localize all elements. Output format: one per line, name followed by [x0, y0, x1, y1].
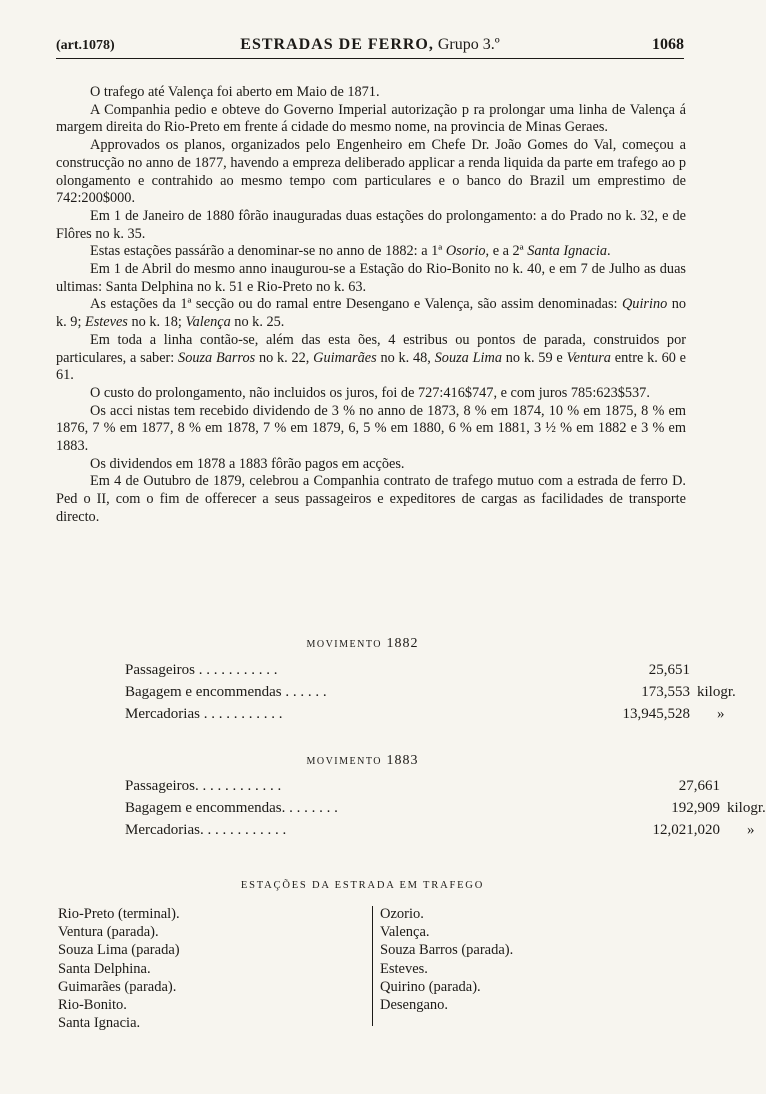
movement-row-value: 13,945,528	[622, 706, 690, 722]
movement-row-unit: »	[717, 706, 725, 722]
text-run: Em toda a linha contão-se, além das esta ões, 4 estribus ou pontos de parada, construidos por particulares, a saber:	[56, 331, 686, 366]
movement-1882-title	[0, 636, 725, 652]
running-title-group: Grupo 3.º	[437, 36, 500, 53]
station-name: Osorio	[445, 243, 486, 260]
station-item: Desengano.	[380, 997, 449, 1014]
movement-row-label: Passageiros. . . . . . . . . . . .	[125, 778, 282, 794]
movement-year: 1883	[386, 753, 419, 768]
movement-row-unit: kilogr.	[697, 684, 736, 700]
text-run: As estações da 1ª secção ou do ramal entre Desengano e Valença, são assim denominadas:	[90, 296, 622, 313]
movement-row	[125, 820, 755, 840]
station-name: Quirino	[621, 296, 668, 313]
article-reference: (art.1078)	[56, 38, 115, 53]
text-run: no k. 25.	[230, 314, 285, 331]
movement-row-label: Bagagem e encommendas . . . . . .	[125, 684, 327, 700]
station-item: Santa Delphina.	[58, 960, 151, 977]
movement-row	[125, 660, 690, 680]
movement-row-label: Mercadorias. . . . . . . . . . . .	[125, 822, 287, 838]
station-item: Souza Barros (parada).	[380, 942, 514, 959]
movement-row-value: 173,553	[641, 684, 690, 700]
station-item: Ozorio.	[380, 906, 424, 922]
movement-row-label: Bagagem e encommendas. . . . . . . .	[125, 800, 338, 816]
paragraph: Em 4 de Outubro de 1879, celebrou a Companhia contrato de trafego mutuo com a estrada de ferro D. Ped o II, com o fim de offerecer a seus passageiros e expeditores de cargas as facilidades de transporte directo.	[56, 473, 686, 525]
station-item: Guimarães (parada).	[58, 978, 177, 995]
station-name: Guimarães	[313, 349, 377, 366]
page-number: 1068	[652, 36, 684, 53]
paragraph: O trafego até Valença foi aberto em Maio de 1871.	[90, 84, 380, 100]
movement-row-unit: »	[747, 822, 755, 838]
text-run: entre k. 60 e 61.	[56, 349, 686, 384]
column-divider	[372, 906, 373, 1026]
stations-right-column	[380, 905, 513, 1014]
movement-row	[125, 776, 720, 796]
station-name: Valença	[185, 314, 231, 331]
movement-label: MOVIMENTO	[306, 639, 383, 650]
station-name: Ventura	[566, 349, 611, 366]
text-run: no k. 22,	[255, 349, 314, 366]
movement-1883-title	[0, 753, 725, 769]
movement-row-value: 192,909	[671, 800, 720, 816]
paragraph: Os acci nistas tem recebido dividendo de 3 % no anno de 1873, 8 % em 1874, 10 % em 1875, 8 % em 1876, 7 % em 1877, 8 % em 1878, 7 % em 1879, 6, 5 % em 1880, 6 % em 1881, 3 ½ % em 1882 e 3 % em 1883.	[56, 402, 686, 455]
stations-left-column	[58, 905, 180, 1032]
paragraph: Approvados os planos, organizados pelo Engenheiro em Chefe Dr. João Gomes do Val, começou a construcção no anno de 1877, havendo a empreza deliberado applicar a renda liquida da parte em trafego ao p olongamento e contrahido ao mesmo tempo com particulares e o banco do Brazil um emprestimo de 742:200$000.	[56, 137, 686, 207]
text-run: no k. 18;	[127, 314, 186, 331]
text-run: no k. 48,	[376, 349, 435, 366]
paragraph	[56, 243, 686, 261]
station-item: Rio-Bonito.	[58, 997, 127, 1014]
movement-row-label: Passageiros . . . . . . . . . . .	[125, 662, 278, 678]
paragraph	[56, 332, 686, 385]
running-title-main: ESTRADAS DE FERRO,	[240, 36, 434, 53]
station-name: Souza Lima	[434, 349, 502, 366]
station-name: Esteves	[85, 314, 128, 331]
station-item: Rio-Preto (terminal).	[58, 906, 180, 922]
movement-row-value: 25,651	[648, 662, 690, 678]
station-item: Santa Ignacia.	[58, 1015, 141, 1032]
movement-row-unit: kilogr.	[727, 800, 766, 816]
movement-row-value: 12,021,020	[652, 822, 720, 838]
station-name: Santa Ignacia	[527, 243, 608, 260]
text-run: , e a 2ª	[485, 243, 528, 260]
paragraph	[56, 296, 686, 331]
movement-label: MOVIMENTO	[306, 756, 383, 767]
station-item: Valença.	[380, 924, 430, 941]
paragraph: Os dividendos em 1878 a 1883 fôrão pagos em acções.	[90, 455, 405, 472]
paragraph: Em 1 de Abril do mesmo anno inaugurou-se a Estação do Rio-Bonito no k. 40, e em 7 de Julho as duas ultimas: Santa Delphina no k. 51 e Rio-Preto no k. 63.	[56, 261, 686, 295]
movement-row-value: 27,661	[678, 778, 720, 794]
running-title	[56, 36, 684, 54]
text-run: no k. 9;	[56, 296, 687, 331]
paragraph: A Companhia pedio e obteve do Governo Imperial autorização p ra prolongar uma linha de Valença á margem direita do Rio-Preto em frente á cidade do mesmo nome, na provincia de Minas Geraes.	[56, 101, 686, 136]
page-header	[56, 36, 684, 59]
text-run: no k. 59 e	[501, 349, 567, 366]
station-name: Souza Barros	[178, 349, 256, 366]
movement-row-label: Mercadorias . . . . . . . . . . .	[125, 706, 283, 722]
paragraph: Em 1 de Janeiro de 1880 fôrão inauguradas duas estações do prolongamento: a do Prado no k. 32, e de Flôres no k. 35.	[56, 207, 686, 242]
paragraph: O custo do prolongamento, não incluidos os juros, foi de 727:416$747, e com juros 785:623$537.	[90, 384, 650, 401]
station-item: Souza Lima (parada)	[58, 942, 180, 959]
station-item: Quirino (parada).	[380, 978, 481, 995]
movement-row	[125, 798, 766, 818]
text-run: .	[607, 243, 611, 260]
body-text	[56, 84, 686, 527]
movement-row	[125, 682, 736, 702]
movement-year: 1882	[386, 636, 419, 651]
stations-title: ESTAÇÕES DA ESTRADA EM TRAFEGO	[240, 880, 485, 891]
movement-row	[125, 704, 725, 724]
station-item: Esteves.	[380, 960, 428, 977]
station-item: Ventura (parada).	[58, 924, 159, 941]
text-run: Estas estações passárão a denominar-se no anno de 1882: a 1ª	[90, 243, 446, 260]
